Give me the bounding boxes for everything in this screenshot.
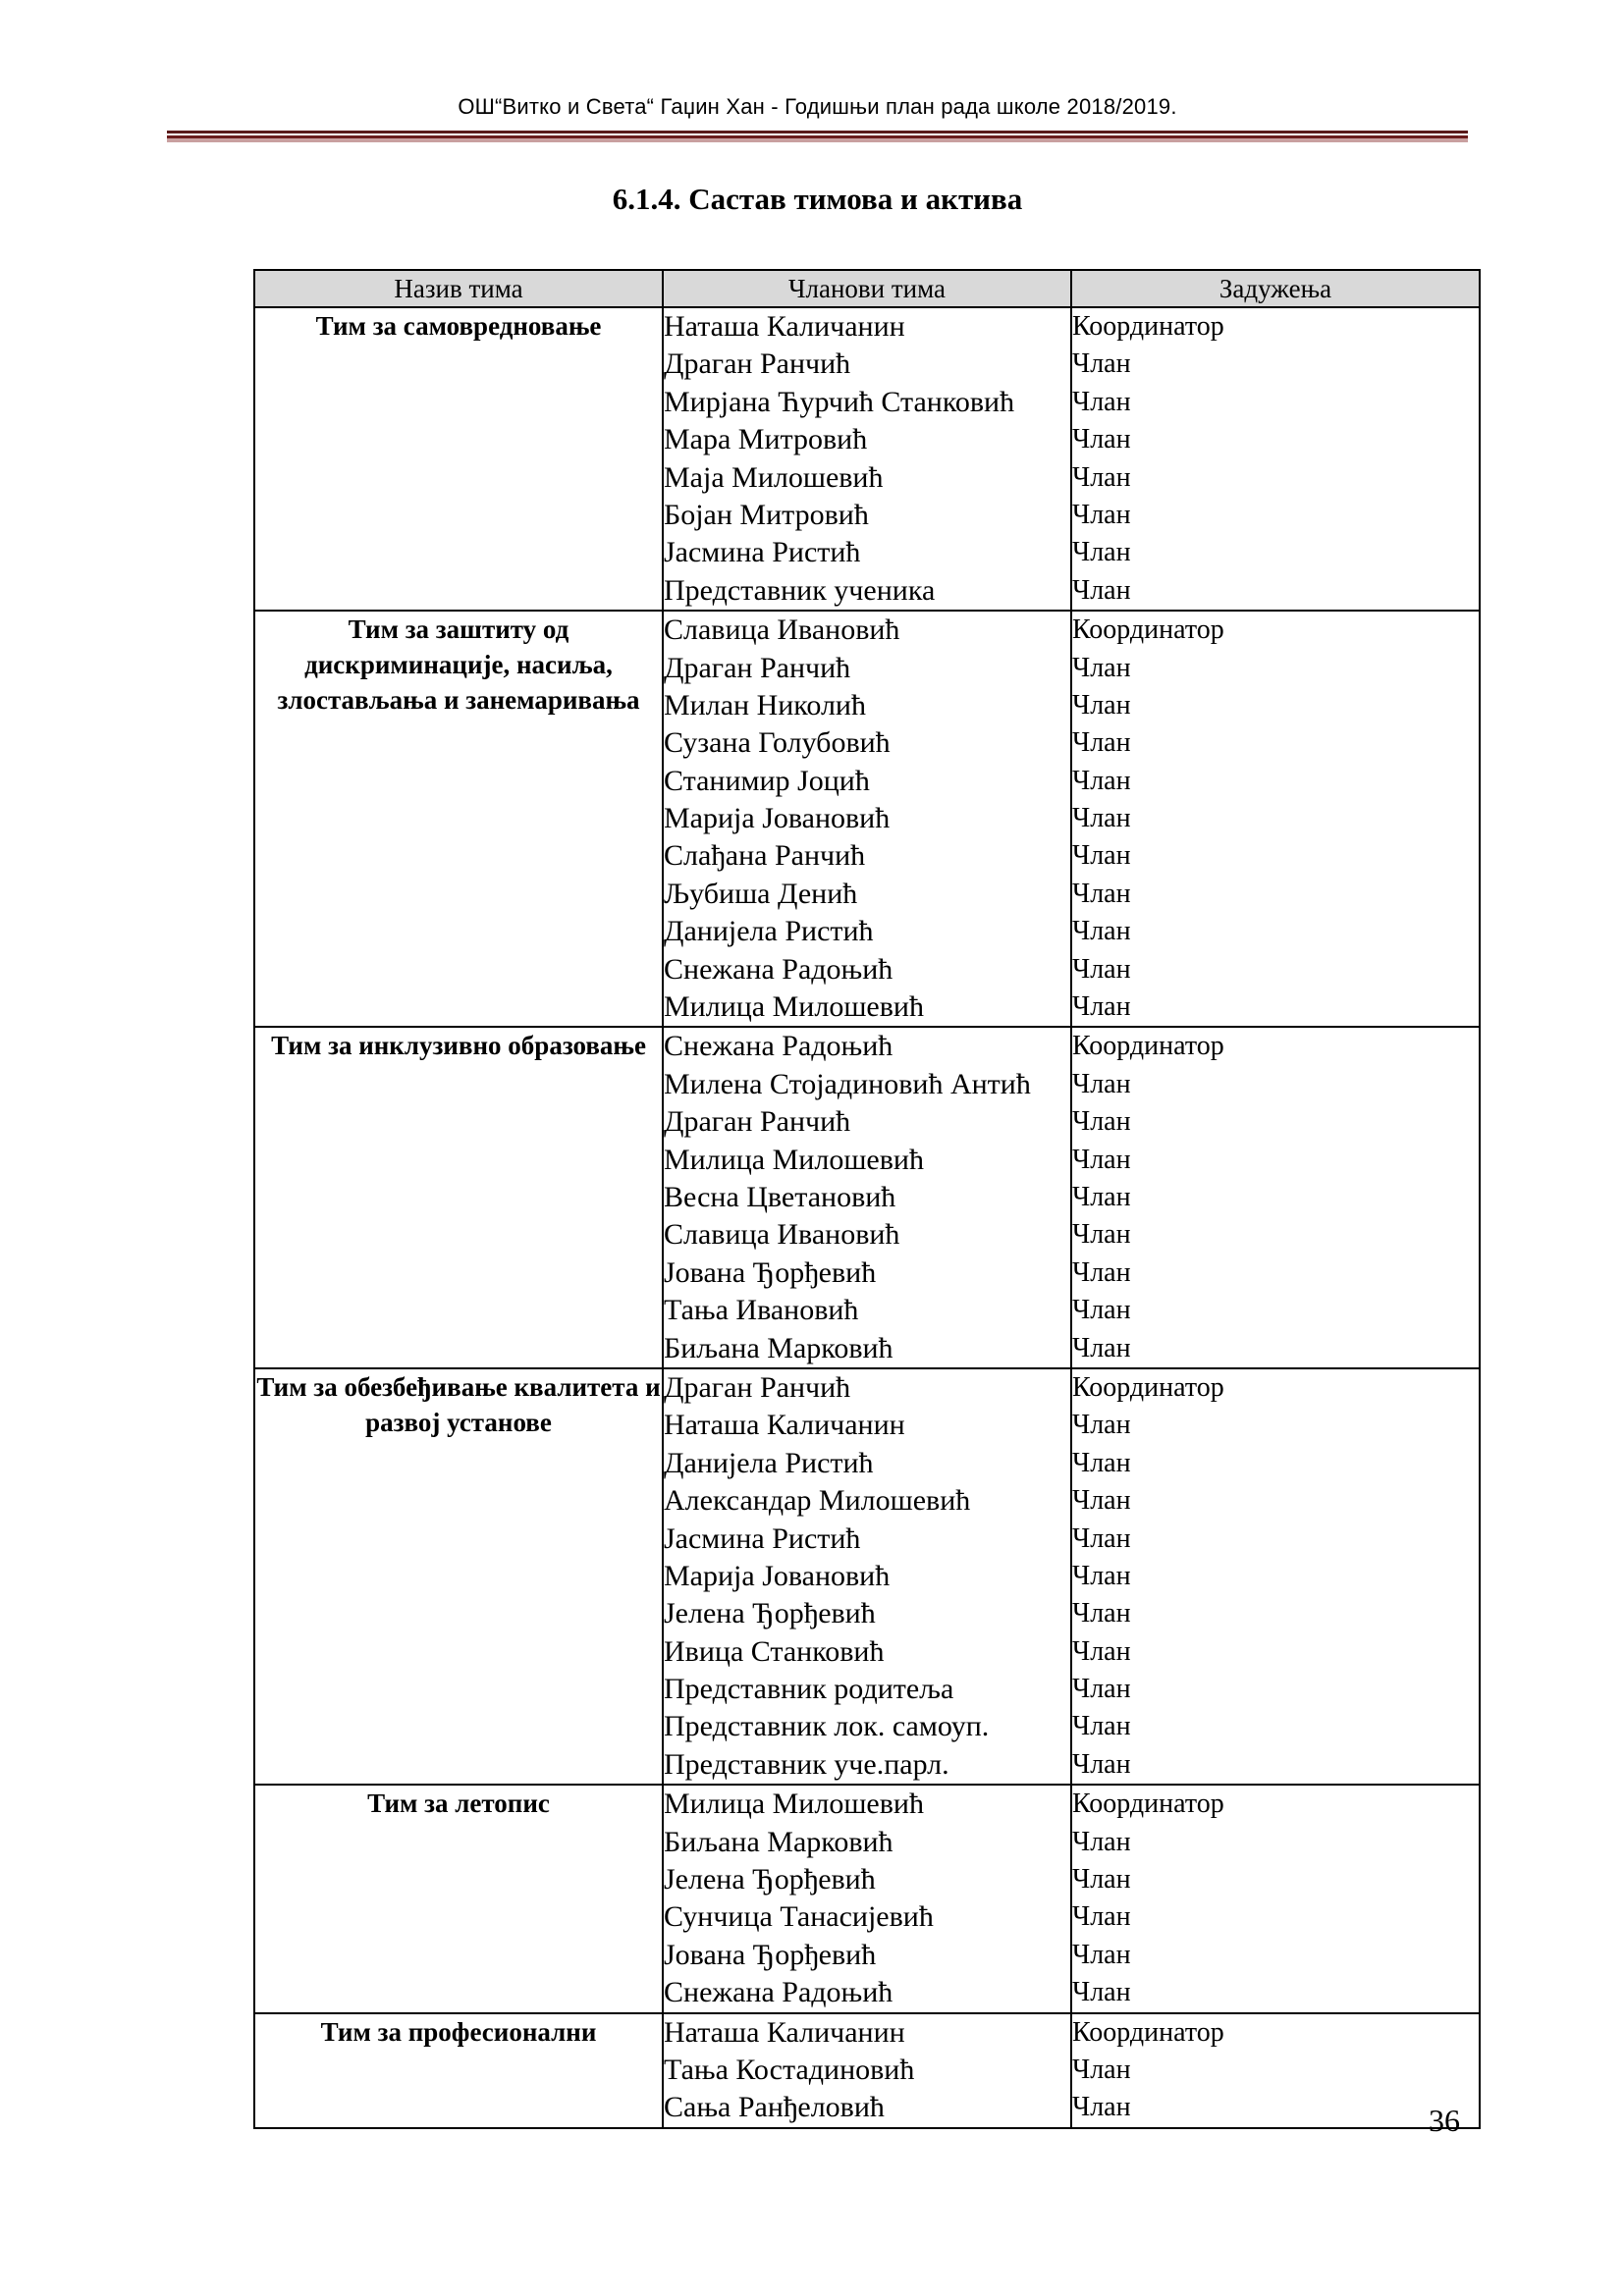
member-role: Члан: [1072, 2054, 1131, 2085]
team-members-cell: [663, 611, 1071, 1027]
member-role: Координатор: [1072, 2016, 1224, 2048]
member-role: Члан: [1072, 1560, 1131, 1591]
member-role: Члан: [1072, 574, 1131, 606]
member-name: Славица Ивановић: [664, 614, 900, 647]
member-name: Снежана Радоњић: [664, 952, 893, 986]
member-role: Члан: [1072, 1864, 1131, 1896]
member-name: Представник уче.парл.: [664, 1747, 949, 1781]
member-role: Члан: [1072, 1068, 1131, 1099]
member-name: Данијела Ристић: [664, 1446, 874, 1479]
team-members-cell: [663, 2013, 1071, 2128]
team-members-cell: [663, 1785, 1071, 2012]
team-roles-cell: [1071, 1785, 1480, 2012]
member-role: Члан: [1072, 499, 1131, 530]
member-role: Члан: [1072, 1410, 1131, 1441]
member-role: Члан: [1072, 1977, 1131, 2008]
member-name: Милица Милошевић: [664, 1788, 924, 1821]
table-row: [254, 307, 1480, 611]
member-name: Ивица Станковић: [664, 1634, 885, 1668]
member-name: Наташа Каличанин: [664, 2015, 905, 2049]
member-role: Члан: [1072, 1522, 1131, 1554]
member-role: Члан: [1072, 765, 1131, 796]
member-name: Биљана Марковић: [664, 1331, 893, 1364]
member-name: Марија Јовановић: [664, 802, 891, 835]
table-row: [254, 2013, 1480, 2128]
team-members-cell: [663, 307, 1071, 611]
member-name: Маја Милошевић: [664, 460, 884, 494]
member-name: Јована Ђорђевић: [664, 1255, 877, 1289]
column-header-team-name: Назив тима: [254, 270, 663, 307]
table-row: [254, 1785, 1480, 2012]
member-name: Милан Николић: [664, 688, 866, 721]
member-name: Мара Митровић: [664, 423, 868, 456]
member-role: Члан: [1072, 461, 1131, 493]
member-name: Тања Ивановић: [664, 1294, 859, 1327]
member-role: Члан: [1072, 1674, 1131, 1705]
member-name: Бојан Митровић: [664, 498, 869, 531]
table-row: [254, 1368, 1480, 1785]
member-name: Представник лок. самоуп.: [664, 1710, 990, 1743]
member-role: Координатор: [1072, 1031, 1224, 1062]
member-role: Члан: [1072, 1901, 1131, 1933]
team-roles-cell: [1071, 307, 1480, 611]
team-name-cell: Тим за професионални: [254, 2013, 663, 2128]
member-role: Координатор: [1072, 1371, 1224, 1403]
teams-table: [253, 269, 1481, 2129]
team-members-cell: [663, 1027, 1071, 1368]
member-name: Јелена Ђорђевић: [664, 1597, 876, 1630]
member-name: Милена Стојадиновић Антић: [664, 1067, 1031, 1100]
member-name: Данијела Ристић: [664, 915, 874, 948]
member-name: Станимир Јоцић: [664, 764, 870, 797]
table-header-row: [254, 270, 1480, 307]
member-role: Члан: [1072, 2092, 1131, 2123]
member-name: Марија Јовановић: [664, 1559, 891, 1592]
member-role: Члан: [1072, 953, 1131, 985]
member-name: Драган Ранчић: [664, 1370, 851, 1404]
member-role: Члан: [1072, 1447, 1131, 1478]
member-role: Координатор: [1072, 311, 1224, 342]
member-name: Наташа Каличанин: [664, 1409, 905, 1442]
team-name-cell: Тим за обезбеђивање квалитета и развој установе: [254, 1368, 663, 1785]
member-name: Наташа Каличанин: [664, 310, 905, 343]
member-role: Члан: [1072, 1748, 1131, 1780]
member-role: Члан: [1072, 1106, 1131, 1138]
member-name: Сунчица Танасијевић: [664, 1900, 934, 1934]
member-name: Јелена Ђорђевић: [664, 1863, 876, 1896]
table-row: [254, 611, 1480, 1027]
header-rule: [167, 131, 1468, 142]
member-role: Координатор: [1072, 614, 1224, 646]
member-name: Весна Цветановић: [664, 1180, 896, 1213]
team-roles-cell: [1071, 1027, 1480, 1368]
member-name: Драган Ранчић: [664, 651, 851, 684]
member-name: Снежана Радоњић: [664, 1030, 893, 1063]
member-name: Снежана Радоњић: [664, 1976, 893, 2009]
member-role: Члан: [1072, 991, 1131, 1023]
member-role: Члан: [1072, 1598, 1131, 1629]
team-name-cell: Тим за инклузивно образовање: [254, 1027, 663, 1368]
member-name: Драган Ранчић: [664, 1105, 851, 1139]
member-role: Члан: [1072, 1939, 1131, 1970]
running-header: ОШ“Витко и Света“ Гаџин Хан - Годишњи план рада школе 2018/2019.: [458, 94, 1177, 119]
member-name: Милица Милошевић: [664, 1143, 924, 1176]
member-role: Члан: [1072, 727, 1131, 759]
team-roles-cell: [1071, 611, 1480, 1027]
member-name: Представник родитеља: [664, 1673, 954, 1706]
member-role: Члан: [1072, 878, 1131, 909]
team-name-cell: Тим за заштиту од дискриминације, насиља, злостављања и занемаривања: [254, 611, 663, 1027]
teams-table-body: [254, 307, 1480, 2128]
table-row: [254, 1027, 1480, 1368]
member-role: Члан: [1072, 1635, 1131, 1667]
member-role: Члан: [1072, 689, 1131, 721]
member-name: Сања Ранђеловић: [664, 2091, 885, 2124]
member-name: Љубиша Денић: [664, 877, 858, 910]
member-name: Јована Ђорђевић: [664, 1938, 877, 1971]
member-role: Члан: [1072, 1181, 1131, 1212]
member-name: Александар Милошевић: [664, 1484, 971, 1518]
member-name: Мирјана Ћурчић Станковић: [664, 385, 1015, 418]
member-role: Члан: [1072, 1295, 1131, 1326]
section-title: 6.1.4. Састав тимова и актива: [612, 182, 1023, 216]
member-role: Члан: [1072, 1711, 1131, 1742]
team-roles-cell: [1071, 2013, 1480, 2128]
member-name: Слађана Ранчић: [664, 839, 866, 873]
member-name: Тања Костадиновић: [664, 2053, 915, 2086]
member-name: Јасмина Ристић: [664, 536, 861, 569]
team-name-cell: Тим за самовредновање: [254, 307, 663, 611]
column-header-members: Чланови тима: [663, 270, 1071, 307]
member-name: Јасмина Ристић: [664, 1522, 861, 1555]
member-role: Члан: [1072, 537, 1131, 568]
member-name: Славица Ивановић: [664, 1218, 900, 1252]
member-role: Члан: [1072, 916, 1131, 947]
team-roles-cell: [1071, 1368, 1480, 1785]
member-name: Биљана Марковић: [664, 1825, 893, 1858]
column-header-roles: Задужења: [1071, 270, 1480, 307]
member-role: Члан: [1072, 652, 1131, 683]
member-role: Члан: [1072, 803, 1131, 834]
member-role: Члан: [1072, 840, 1131, 872]
member-role: Координатор: [1072, 1789, 1224, 1820]
member-role: Члан: [1072, 1219, 1131, 1251]
member-name: Сузана Голубовић: [664, 726, 891, 760]
member-name: Представник ученика: [664, 573, 936, 607]
member-role: Члан: [1072, 1256, 1131, 1288]
member-name: Драган Ранчић: [664, 347, 851, 381]
member-role: Члан: [1072, 386, 1131, 417]
member-role: Члан: [1072, 1144, 1131, 1175]
member-role: Члан: [1072, 1826, 1131, 1857]
member-role: Члан: [1072, 424, 1131, 455]
page-number: 36: [1429, 2103, 1460, 2138]
member-name: Милица Милошевић: [664, 990, 924, 1024]
team-name-cell: Тим за летопис: [254, 1785, 663, 2012]
member-role: Члан: [1072, 348, 1131, 380]
member-role: Члан: [1072, 1485, 1131, 1517]
team-members-cell: [663, 1368, 1071, 1785]
member-role: Члан: [1072, 1332, 1131, 1363]
